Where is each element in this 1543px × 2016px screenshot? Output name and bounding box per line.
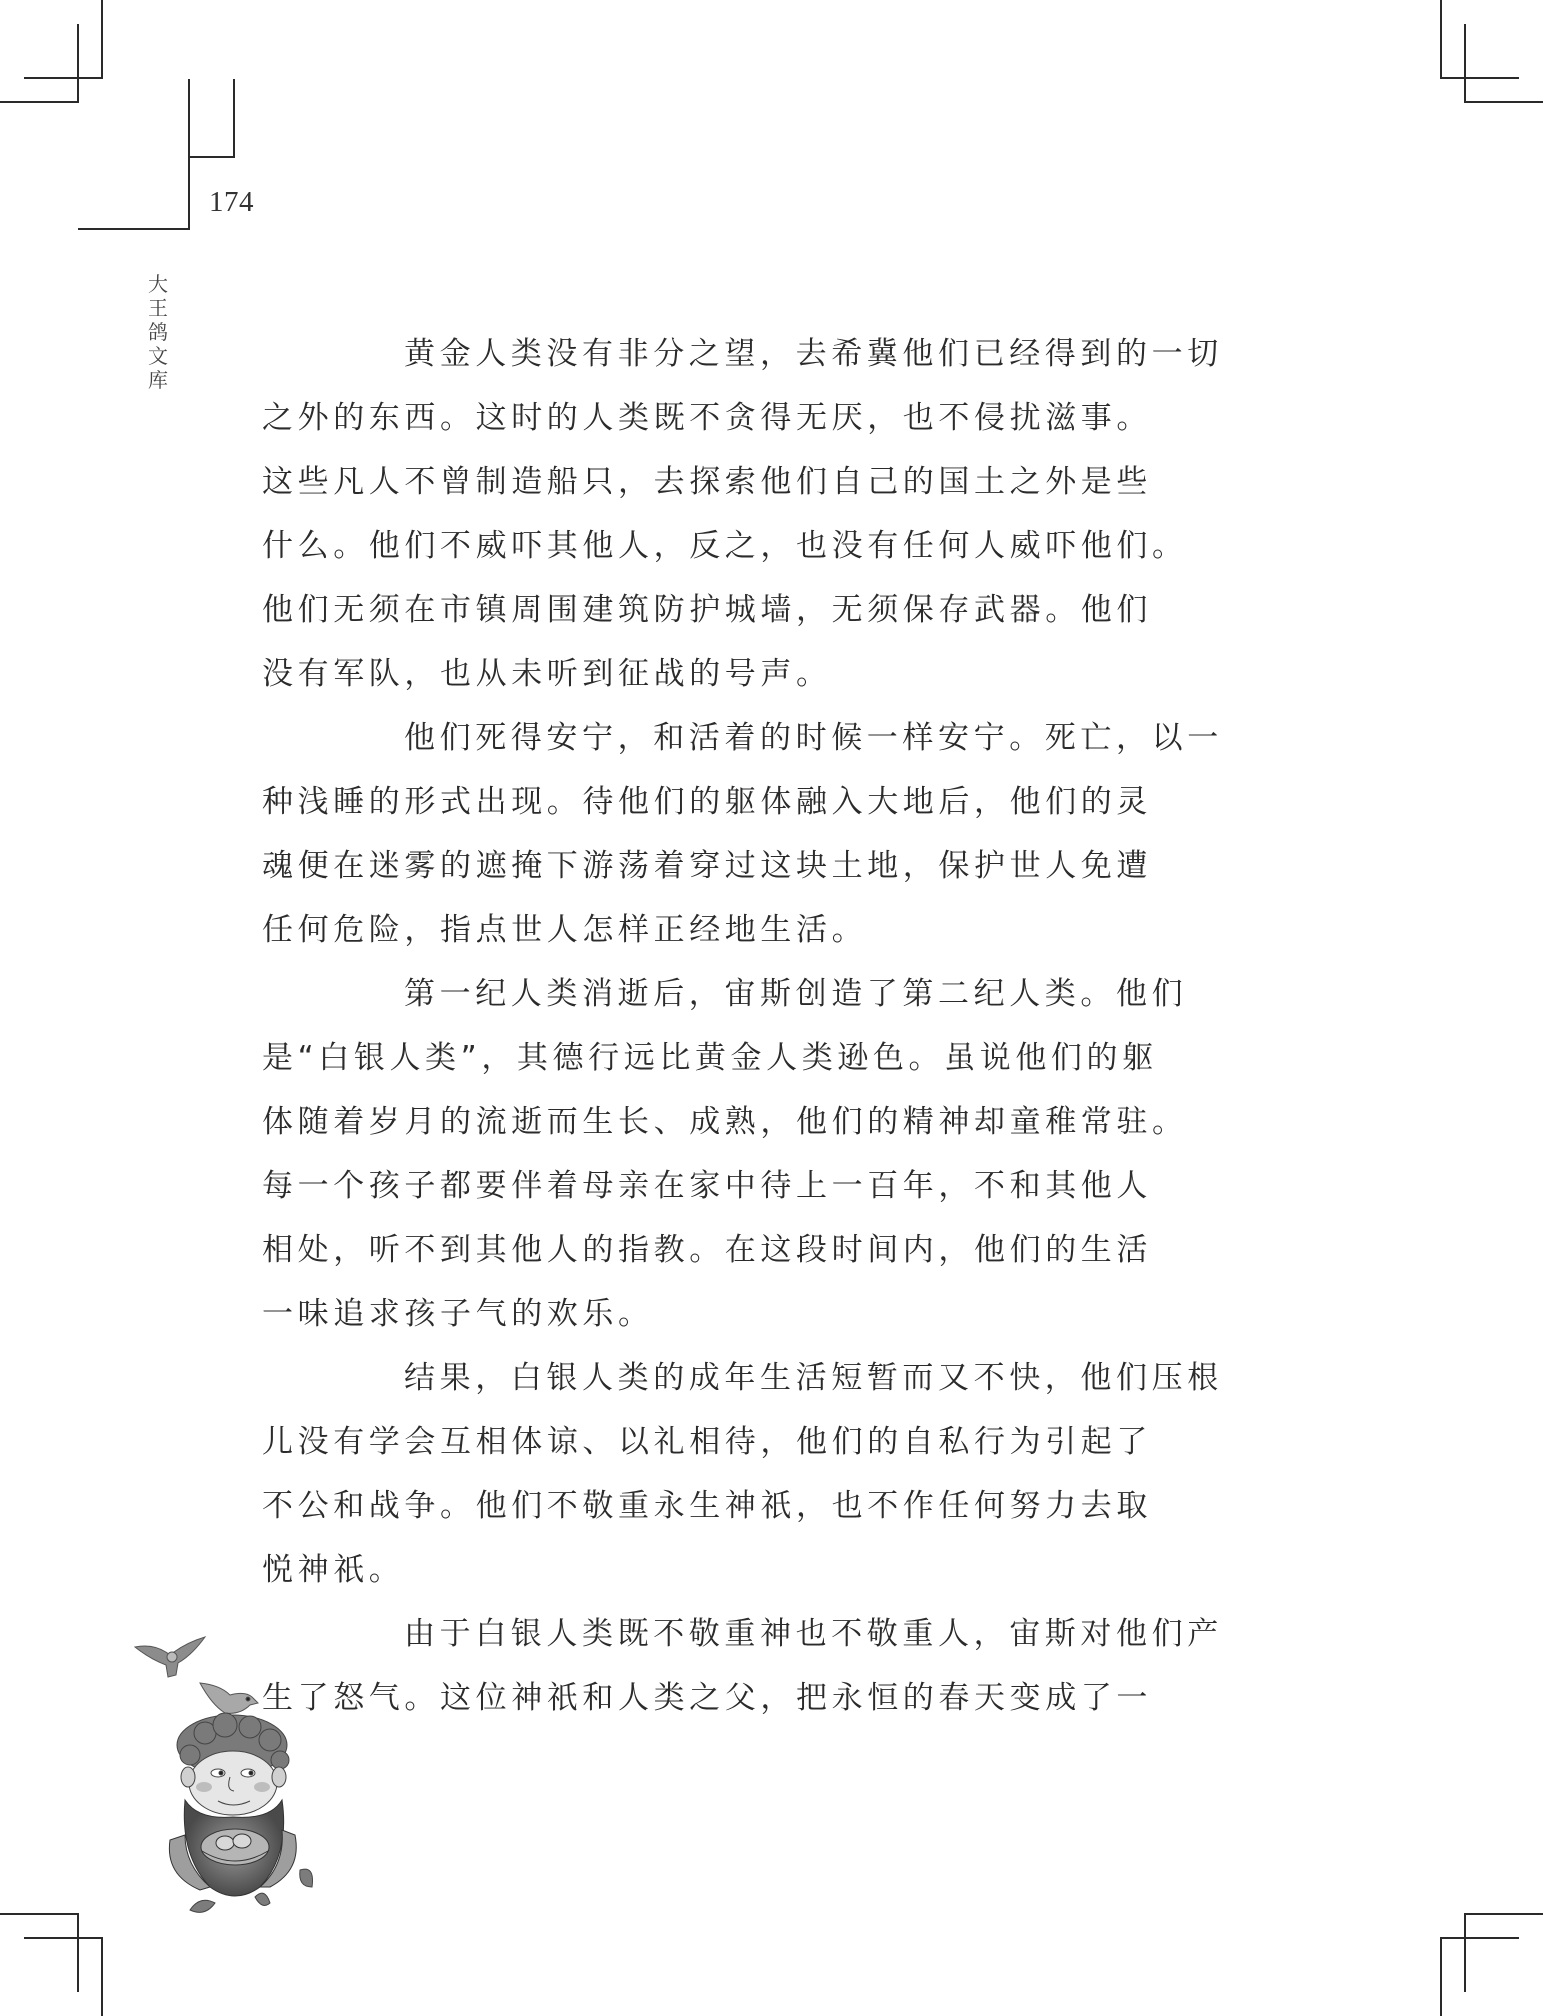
crop-line	[101, 1937, 103, 2016]
crop-line	[24, 77, 103, 79]
crop-line	[1464, 1913, 1466, 1992]
crop-line	[24, 1937, 103, 1939]
text-line: 由于白银人类既不敬重神也不敬重人，宙斯对他们产	[404, 1616, 1223, 1652]
text-line: 魂便在迷雾的遮掩下游荡着穿过这块土地，保护世人免遭	[262, 848, 1152, 884]
series-label: 大王鸽文库	[148, 272, 168, 392]
text-line: 一味追求孩子气的欢乐。	[262, 1296, 654, 1332]
text-line: 相处，听不到其他人的指教。在这段时间内，他们的生活	[262, 1232, 1152, 1268]
text-line: 生了怒气。这位神祇和人类之父，把永恒的春天变成了一	[262, 1680, 1152, 1716]
text-line: 任何危险，指点世人怎样正经地生活。	[262, 912, 868, 948]
text-line: 悦神祇。	[262, 1552, 405, 1588]
crop-line	[1440, 0, 1442, 79]
body-text	[262, 322, 1223, 1730]
paragraph	[262, 322, 1223, 706]
page-number: 174	[209, 186, 254, 218]
text-line: 体随着岁月的流逝而生长、成熟，他们的精神却童稚常驻。	[262, 1104, 1188, 1140]
text-line: 儿没有学会互相体谅、以礼相待，他们的自私行为引起了	[262, 1424, 1152, 1460]
paragraph	[262, 1602, 1223, 1730]
bracket-line	[188, 156, 235, 158]
text-line: 是“白银人类”，其德行远比黄金人类逊色。虽说他们的躯	[262, 1040, 1158, 1076]
illustration-bearded-man-icon	[130, 1625, 345, 1925]
paragraph	[262, 1346, 1223, 1602]
paragraph	[262, 706, 1223, 962]
crop-line	[1464, 1913, 1543, 1915]
crop-line	[1464, 101, 1543, 103]
crop-line	[101, 0, 103, 79]
crop-line	[1464, 24, 1466, 103]
crop-line	[77, 1913, 79, 1992]
text-line: 种浅睡的形式出现。待他们的躯体融入大地后，他们的灵	[262, 784, 1152, 820]
crop-line	[0, 1913, 79, 1915]
bracket-line	[78, 228, 190, 230]
bracket-line	[233, 79, 235, 158]
text-line: 没有军队，也从未听到征战的号声。	[262, 656, 832, 692]
paragraph	[262, 962, 1193, 1346]
text-line: 第一纪人类消逝后，宙斯创造了第二纪人类。他们	[404, 976, 1188, 1012]
crop-line	[0, 101, 79, 103]
text-line: 什么。他们不威吓其他人，反之，也没有任何人威吓他们。	[262, 528, 1188, 564]
flying-bird-icon	[135, 1637, 205, 1677]
text-line: 黄金人类没有非分之望，去希冀他们已经得到的一切	[404, 336, 1223, 372]
text-line: 之外的东西。这时的人类既不贪得无厌，也不侵扰滋事。	[262, 400, 1152, 436]
text-line: 他们无须在市镇周围建筑防护城墙，无须保存武器。他们	[262, 592, 1152, 628]
bracket-line	[188, 79, 190, 230]
crop-line	[1440, 1937, 1519, 1939]
text-line: 他们死得安宁，和活着的时候一样安宁。死亡，以一	[404, 720, 1223, 756]
crop-line	[1440, 77, 1519, 79]
text-line: 这些凡人不曾制造船只，去探索他们自己的国土之外是些	[262, 464, 1152, 500]
text-line: 结果，白银人类的成年生活短暂而又不快，他们压根	[404, 1360, 1223, 1396]
text-line: 每一个孩子都要伴着母亲在家中待上一百年，不和其他人	[262, 1168, 1152, 1204]
crop-line	[1440, 1937, 1442, 2016]
text-line: 不公和战争。他们不敬重永生神祇，也不作任何努力去取	[262, 1488, 1152, 1524]
crop-line	[77, 24, 79, 103]
